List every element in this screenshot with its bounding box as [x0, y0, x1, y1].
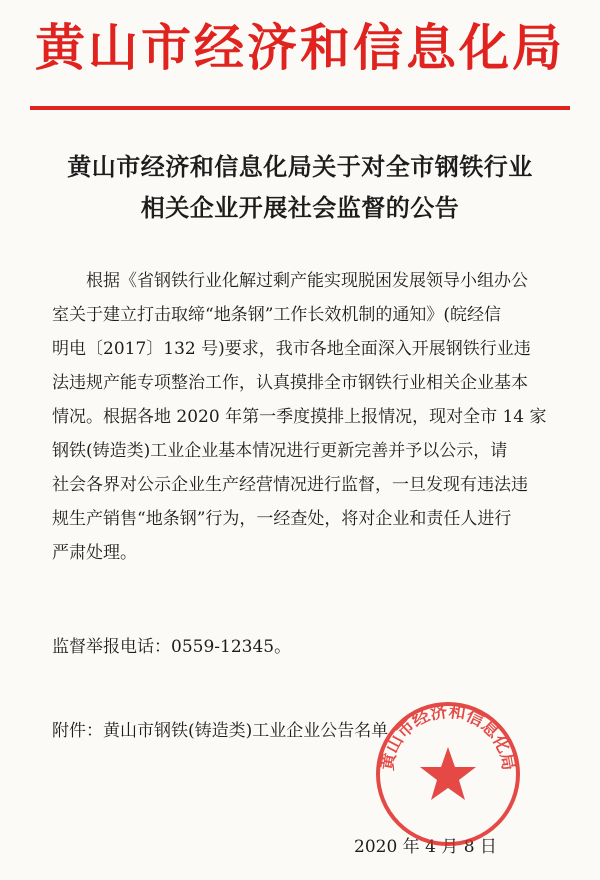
body-line-8: 规生产销售“地条钢”行为，一经查处，将对企业和责任人进行 — [52, 509, 512, 529]
body-line-3: 明电〔2017〕132 号)要求，我市各地全面深入开展钢铁行业违 — [52, 339, 531, 359]
body-line-5: 情况。根据各地 2020 年第一季度摸排上报情况，现对全市 14 家 — [52, 407, 547, 427]
seal-star-icon — [420, 747, 476, 800]
notice-title-line-2: 相关企业开展社会监督的公告 — [140, 193, 460, 222]
body-line-9: 严肃处理。 — [52, 543, 137, 563]
report-hotline-text: 监督举报电话：0559-12345。 — [52, 637, 292, 657]
notice-title — [20, 146, 580, 228]
body-line-4: 法违规产能专项整治工作，认真摸排全市钢铁行业相关企业基本 — [52, 373, 528, 393]
body-paragraph — [52, 264, 558, 570]
body-line-1: 根据《省钢铁行业化解过剩产能实现脱困发展领导小组办公 — [86, 271, 528, 291]
report-hotline — [52, 630, 558, 664]
seal-text: 黄山市经济和信息化局 — [377, 701, 519, 772]
body-line-7: 社会各界对公示企业生产经营情况进行监督，一旦发现有违法违 — [52, 475, 528, 495]
notice-title-line-1: 黄山市经济和信息化局关于对全市钢铁行业 — [67, 152, 533, 181]
body-line-6: 钢铁(铸造类)工业企业基本情况进行更新完善并予以公示，请 — [52, 441, 508, 461]
masthead-red-rule — [30, 106, 570, 110]
official-seal-stamp — [373, 699, 523, 849]
issue-date: 2020 年 4 月 8 日 — [354, 837, 497, 857]
body-line-2: 室关于建立打击取缔“地条钢”工作长效机制的通知》(皖经信 — [52, 305, 502, 325]
masthead-title: 黄山市经济和信息化局 — [35, 18, 565, 77]
attachment-note: 附件：黄山市钢铁(铸造类)工业企业公告名单 — [52, 721, 389, 741]
notice-body — [52, 264, 558, 570]
